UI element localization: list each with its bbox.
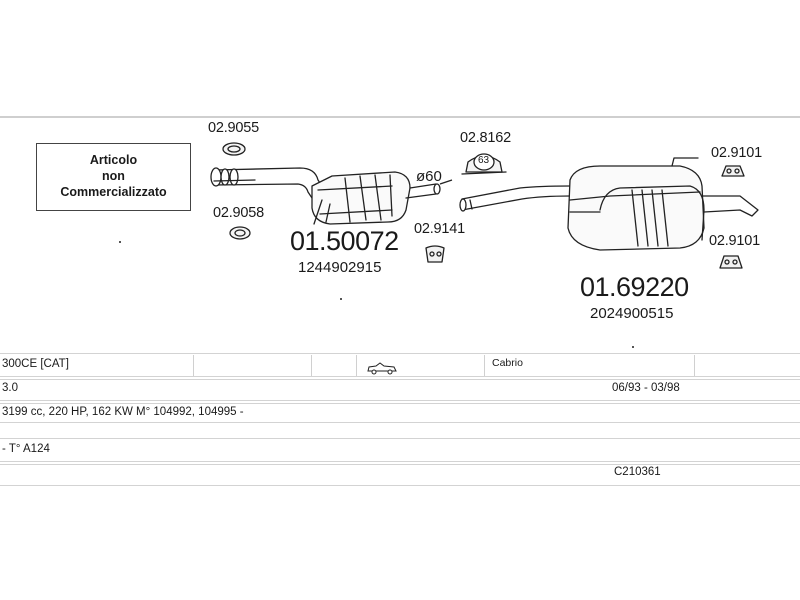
- rear-silencer-code[interactable]: 01.69220: [580, 272, 689, 302]
- table-border: [0, 422, 800, 423]
- vehicle-model: 300CE [CAT]: [2, 358, 69, 370]
- convertible-car-icon: [366, 361, 398, 375]
- intermediate-pipe-icon[interactable]: [460, 186, 570, 211]
- table-border: [0, 438, 800, 439]
- table-border: [0, 464, 800, 465]
- front-silencer-code[interactable]: 01.50072: [290, 226, 399, 256]
- vehicle-body: Cabrio: [492, 357, 523, 369]
- clamp-code[interactable]: 02.8162: [460, 130, 512, 146]
- rubber-hanger-icon[interactable]: [720, 256, 742, 268]
- notice-line-3: Commercializzato: [60, 185, 167, 199]
- gasket-ring-icon[interactable]: [223, 143, 245, 155]
- rubber-hanger-icon[interactable]: [426, 246, 444, 262]
- gasket-ring-icon[interactable]: [230, 227, 250, 239]
- column-divider: [193, 355, 194, 376]
- table-border: [0, 403, 800, 404]
- catalog-code: C210361: [614, 466, 661, 478]
- production-years: 06/93 - 03/98: [612, 382, 680, 394]
- gasket-top-code[interactable]: 02.9055: [208, 120, 260, 136]
- engine-size: 3.0: [2, 382, 18, 394]
- notice-line-2: non: [102, 169, 125, 183]
- rear-silencer-oem: 2024900515: [590, 305, 674, 322]
- notice-line-1: Articolo: [89, 153, 138, 167]
- rubber-hanger-icon[interactable]: [722, 166, 744, 176]
- front-pipe-icon[interactable]: [211, 168, 322, 198]
- gasket-bottom-code[interactable]: 02.9058: [213, 205, 265, 221]
- column-divider: [694, 355, 695, 376]
- table-border: [0, 400, 800, 401]
- hanger-front-code[interactable]: 02.9141: [414, 221, 466, 237]
- column-divider: [484, 355, 485, 376]
- hanger-rear-bottom-code[interactable]: 02.9101: [709, 233, 761, 249]
- vehicle-type: - T° A124: [2, 443, 50, 455]
- table-border: [0, 461, 800, 462]
- stray-dot: [119, 241, 121, 243]
- engine-details: 3199 cc, 220 HP, 162 KW M° 104992, 104995 -: [2, 406, 244, 418]
- stray-dot: [632, 346, 634, 348]
- table-border: [0, 353, 800, 354]
- column-divider: [311, 355, 312, 376]
- table-border: [0, 485, 800, 486]
- clamp-size: 63: [478, 155, 490, 166]
- column-divider: [356, 355, 357, 376]
- hanger-rear-top-code[interactable]: 02.9101: [711, 145, 763, 161]
- table-border: [0, 379, 800, 380]
- pipe-diameter: ø60: [416, 168, 442, 185]
- stray-dot: [340, 298, 342, 300]
- table-border: [0, 376, 800, 377]
- front-silencer-oem: 1244902915: [298, 259, 382, 276]
